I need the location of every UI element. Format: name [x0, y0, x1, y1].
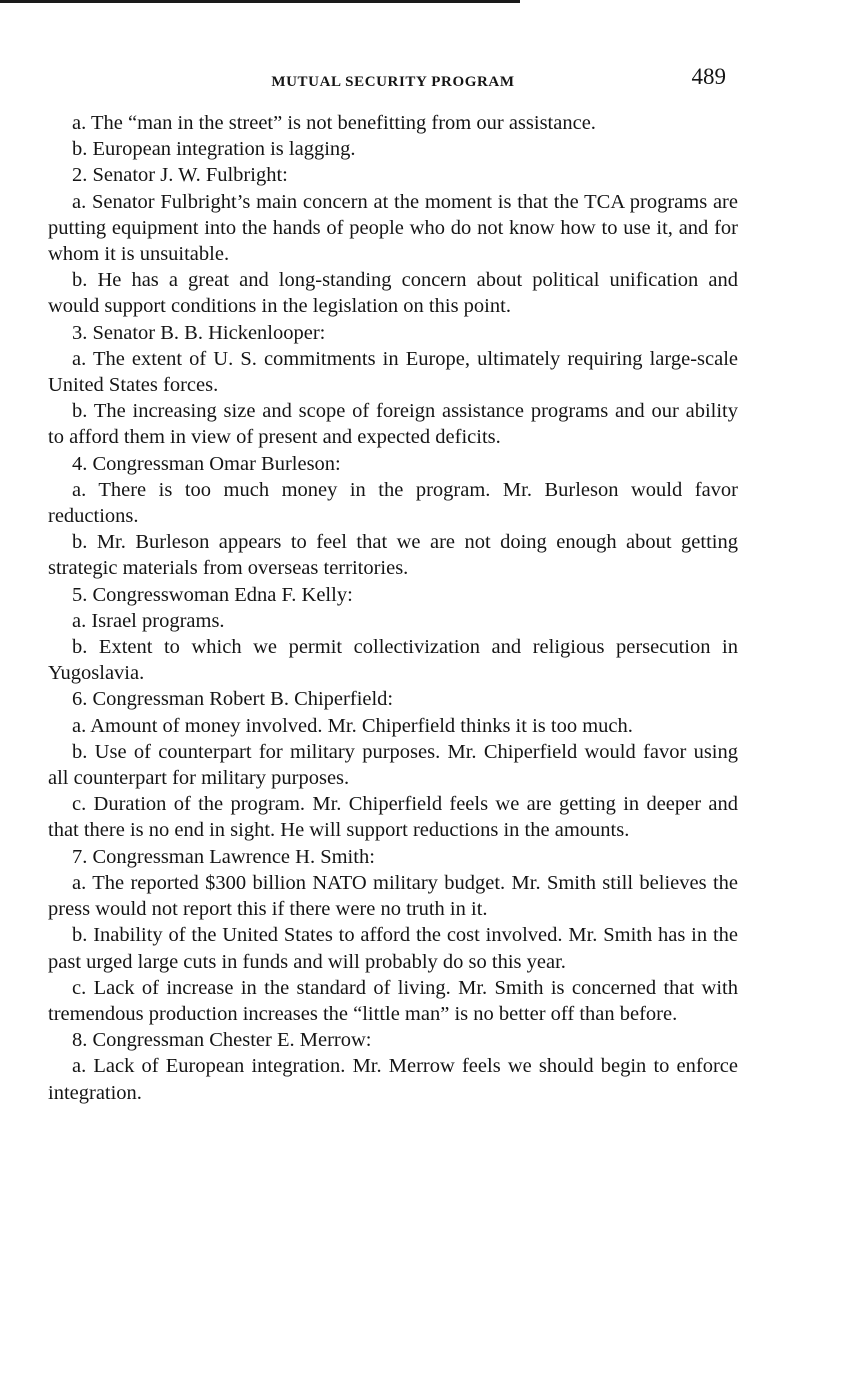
section-heading: 2. Senator J. W. Fulbright:	[72, 164, 288, 187]
section-heading: 8. Congressman Chester E. Merrow:	[72, 1029, 372, 1052]
paragraph: a. Senator Fulbright’s main concern at the moment is that the TCA programs are putting equipment into the hands of people who do not know how to use it, and for whom it is unsuitable.	[48, 190, 738, 266]
paragraph: b. The increasing size and scope of foreign assistance programs and our ability to afford them in view of present and expected deficits.	[48, 400, 738, 449]
paragraph: b. European integration is lagging.	[72, 138, 356, 161]
paragraph: c. Duration of the program. Mr. Chiperfield feels we are getting in deeper and that there is no end in sight. He will support reductions in the amounts.	[48, 793, 738, 842]
section-heading: 7. Congressman Lawrence H. Smith:	[72, 845, 375, 868]
section-heading: 4. Congressman Omar Burleson:	[72, 452, 341, 475]
top-border-rule	[0, 0, 520, 3]
paragraph: a. Israel programs.	[72, 609, 225, 632]
section-heading: 6. Congressman Robert B. Chiperfield:	[72, 688, 394, 711]
paragraph: a. There is too much money in the program. Mr. Burleson would favor reductions.	[48, 478, 738, 528]
paragraph: a. Lack of European integration. Mr. Merrow feels we should begin to enforce integration.	[48, 1055, 738, 1104]
paragraph: b. He has a great and long-standing concern about political unification and would support conditions in the legislation on this point.	[48, 269, 738, 318]
paragraph: b. Use of counterpart for military purposes. Mr. Chiperfield would favor using all counterpart for military purposes.	[48, 740, 738, 790]
paragraph: a. The “man in the street” is not benefitting from our assistance.	[72, 112, 596, 134]
running-head: MUTUAL SECURITY PROGRAM	[271, 74, 515, 90]
paragraph: a. The reported $300 billion NATO military budget. Mr. Smith still believes the press would not report this if there were no truth in it.	[48, 871, 738, 921]
paragraph: a. The extent of U. S. commitments in Europe, ultimately requiring large-scale United States forces.	[48, 347, 738, 397]
paragraph: c. Lack of increase in the standard of living. Mr. Smith is concerned that with tremendous production increases the “little man” is no better off than before.	[48, 976, 738, 1025]
body-text	[48, 110, 738, 1106]
paragraph: a. Amount of money involved. Mr. Chiperfield thinks it is too much.	[72, 714, 633, 737]
paragraph: b. Inability of the United States to afford the cost involved. Mr. Smith has in the past urged large cuts in funds and will probably do so this year.	[48, 924, 738, 973]
section-heading: 3. Senator B. B. Hickenlooper:	[72, 321, 326, 344]
section-heading: 5. Congresswoman Edna F. Kelly:	[72, 583, 353, 606]
paragraph: b. Extent to which we permit collectivization and religious persecution in Yugoslavia.	[48, 636, 738, 685]
page-number: 489	[691, 64, 726, 89]
paragraph: b. Mr. Burleson appears to feel that we are not doing enough about getting strategic materials from overseas territories.	[48, 531, 738, 580]
page-header	[48, 64, 738, 100]
